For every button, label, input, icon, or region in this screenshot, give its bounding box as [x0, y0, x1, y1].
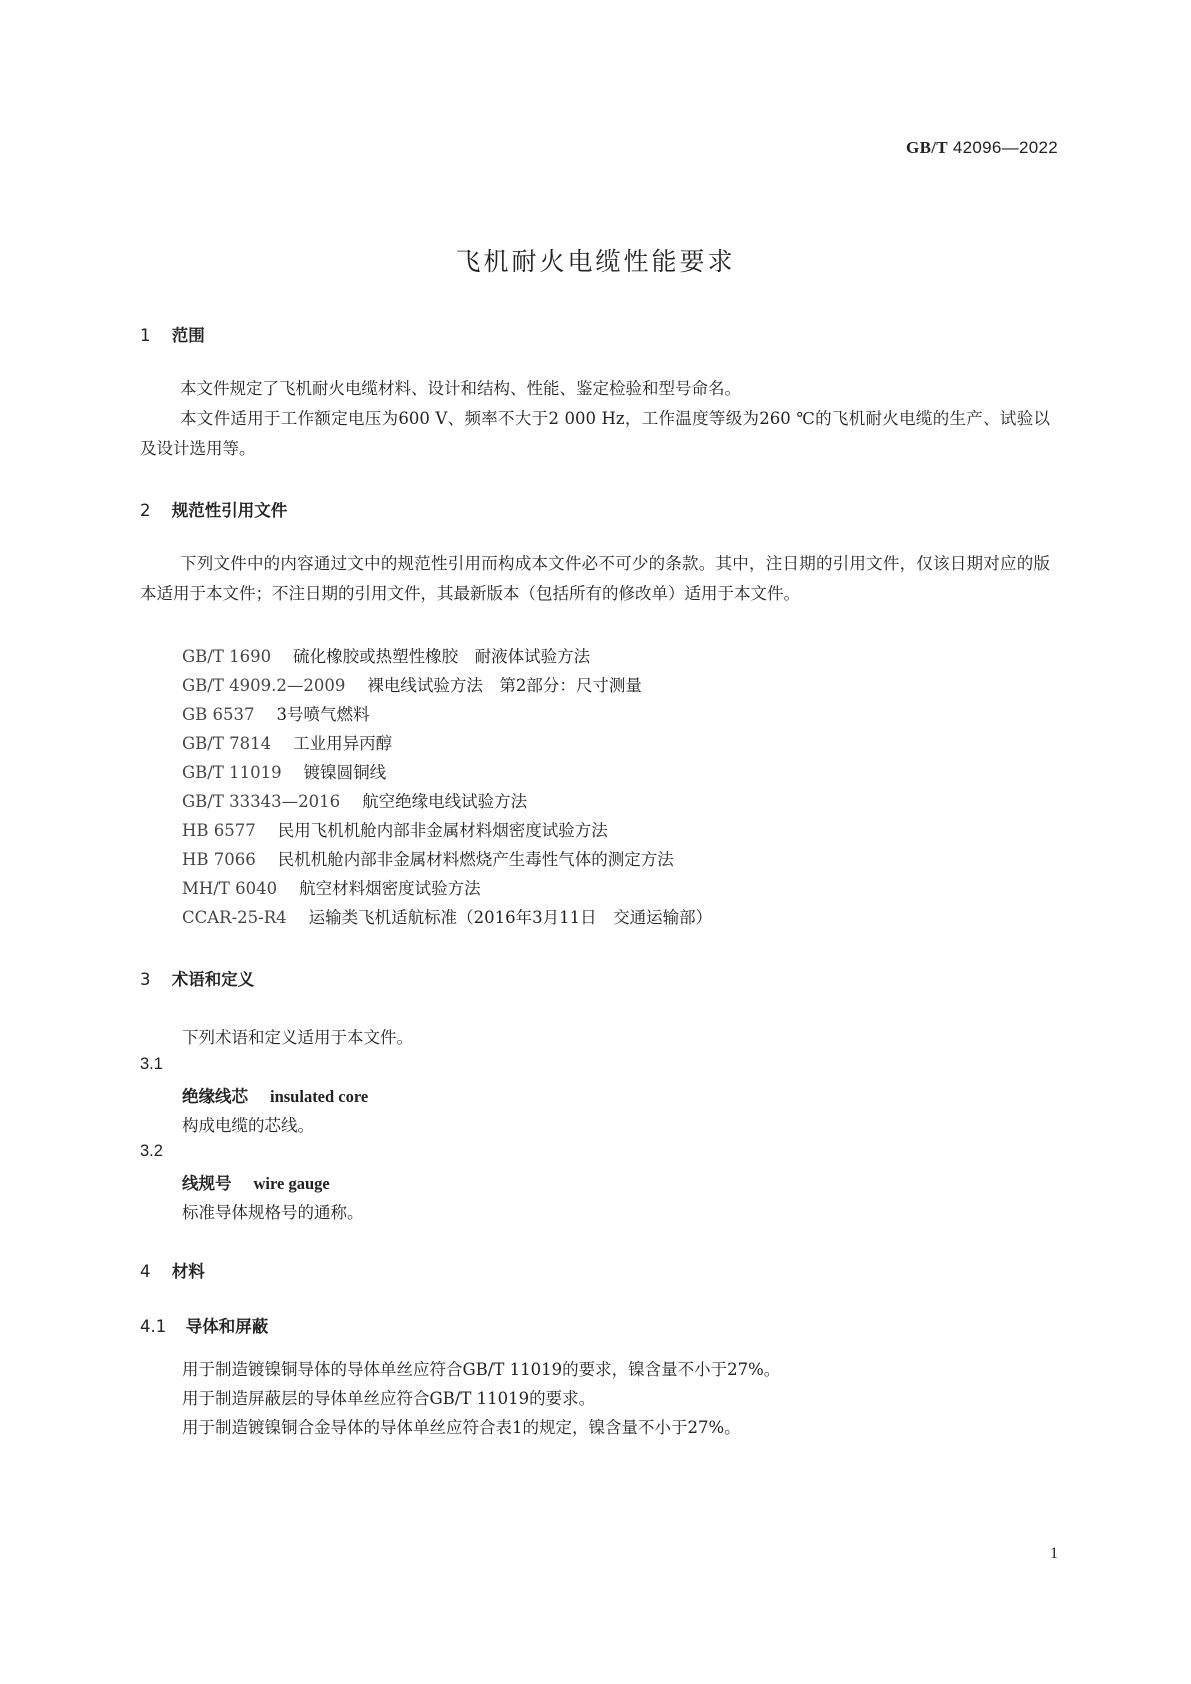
section-3-heading — [140, 966, 254, 990]
reference-item — [182, 759, 386, 783]
reference-title: 民机机舱内部非金属材料燃烧产生毒性气体的测定方法 — [277, 850, 674, 869]
document-title: 飞机耐火电缆性能要求 — [455, 247, 736, 276]
term-name-en: insulated core — [270, 1087, 369, 1106]
section-number: 3 — [140, 970, 151, 989]
requirement-line: 用于制造屏蔽层的导体单丝应符合GB/T 11019的要求。 — [182, 1389, 596, 1408]
reference-item — [182, 672, 642, 696]
section-4-1-heading — [140, 1313, 268, 1337]
reference-code: GB/T 1690 — [182, 647, 272, 666]
reference-item — [182, 730, 392, 754]
reference-code: CCAR-25-R4 — [182, 908, 287, 927]
section-number: 4.1 — [140, 1317, 167, 1336]
page-number: 1 — [1050, 1545, 1058, 1562]
section-number: 4 — [140, 1262, 151, 1281]
reference-item — [182, 904, 712, 928]
section-4-heading — [140, 1258, 205, 1282]
standard-number: 42096—2022 — [952, 138, 1058, 157]
reference-code: MH/T 6040 — [182, 879, 278, 898]
term-number: 3.1 — [140, 1055, 163, 1073]
section-2-heading — [140, 497, 287, 521]
term-definition: 标准导体规格号的通称。 — [182, 1203, 364, 1222]
reference-item — [182, 817, 608, 841]
reference-title: 运输类飞机适航标准（2016年3月11日 交通运输部） — [308, 908, 713, 927]
section-number: 1 — [140, 326, 151, 345]
section-number: 2 — [140, 501, 151, 520]
section-title: 范围 — [171, 326, 205, 345]
reference-title: 航空绝缘电线试验方法 — [362, 792, 528, 811]
section-1-body — [140, 374, 1050, 464]
term-name — [182, 1170, 330, 1194]
reference-code: GB/T 4909.2—2009 — [182, 676, 346, 695]
term-number: 3.2 — [140, 1142, 163, 1160]
terms-intro: 下列术语和定义适用于本文件。 — [182, 1028, 413, 1047]
section-title: 规范性引用文件 — [171, 501, 288, 520]
reference-title: 工业用异丙醇 — [293, 734, 393, 753]
reference-item — [182, 788, 527, 812]
reference-code: HB 6577 — [182, 821, 256, 840]
section-2-intro — [140, 549, 1050, 609]
paragraph: 下列文件中的内容通过文中的规范性引用而构成本文件必不可少的条款。其中，注日期的引用文件，仅该日期对应的版本适用于本文件；不注日期的引用文件，其最新版本（包括所有的修改单）适用于本文件。 — [140, 554, 1050, 603]
reference-item — [182, 875, 481, 899]
requirement-line: 用于制造镀镍铜合金导体的导体单丝应符合表1的规定，镍含量不小于27%。 — [182, 1418, 741, 1437]
standard-prefix: GB/T — [906, 138, 948, 157]
reference-code: GB 6537 — [182, 705, 255, 724]
reference-title: 裸电线试验方法 第2部分：尺寸测量 — [367, 676, 642, 695]
term-definition: 构成电缆的芯线。 — [182, 1116, 314, 1135]
reference-title: 航空材料烟密度试验方法 — [299, 879, 481, 898]
term-name-en: wire gauge — [253, 1174, 330, 1193]
reference-code: HB 7066 — [182, 850, 256, 869]
reference-title: 镀镍圆铜线 — [303, 763, 387, 782]
reference-code: GB/T 33343—2016 — [182, 792, 341, 811]
section-title: 术语和定义 — [171, 970, 255, 989]
paragraph: 本文件适用于工作额定电压为600 V、频率不大于2 000 Hz，工作温度等级为260 ℃的飞机耐火电缆的生产、试验以及设计选用等。 — [140, 409, 1050, 458]
reference-title: 民用飞机机舱内部非金属材料烟密度试验方法 — [277, 821, 608, 840]
standard-code — [906, 138, 1058, 158]
section-1-heading — [140, 322, 205, 346]
paragraph: 本文件规定了飞机耐火电缆材料、设计和结构、性能、鉴定检验和型号命名。 — [180, 379, 741, 398]
reference-code: GB/T 11019 — [182, 763, 282, 782]
term-name-zh: 线规号 — [182, 1174, 232, 1193]
requirement-line: 用于制造镀镍铜导体的导体单丝应符合GB/T 11019的要求，镍含量不小于27%。 — [182, 1360, 781, 1379]
reference-title: 3号喷气燃料 — [276, 705, 370, 724]
reference-item — [182, 701, 370, 725]
reference-code: GB/T 7814 — [182, 734, 272, 753]
term-name-zh: 绝缘线芯 — [182, 1087, 248, 1106]
section-title: 导体和屏蔽 — [185, 1317, 269, 1336]
reference-item — [182, 846, 674, 870]
reference-title: 硫化橡胶或热塑性橡胶 耐液体试验方法 — [293, 647, 591, 666]
term-name — [182, 1083, 368, 1107]
section-title: 材料 — [171, 1262, 205, 1281]
reference-item — [182, 643, 590, 667]
